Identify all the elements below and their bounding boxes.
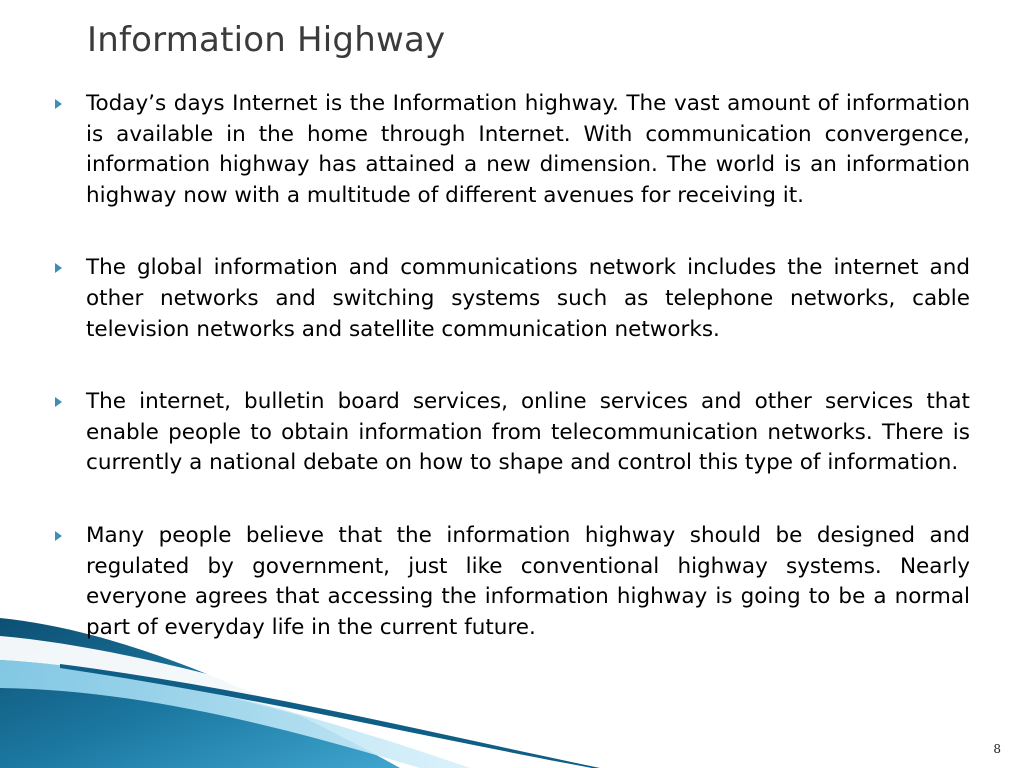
bullet-list xyxy=(52,89,970,643)
triangle-bullet-icon xyxy=(55,99,62,109)
bullet-item xyxy=(52,253,970,345)
triangle-bullet-icon xyxy=(55,531,62,541)
triangle-bullet-icon xyxy=(55,263,62,273)
bullet-text: The internet, bulletin board services, online services and other services that enable people to obtain information from telecommunication networks. There is currently a national debate on how to shape and control this type of information. xyxy=(86,389,970,476)
bullet-item xyxy=(52,89,970,211)
page-number: 8 xyxy=(993,742,1001,756)
bullet-item xyxy=(52,387,970,479)
bullet-item xyxy=(52,521,970,643)
bullet-text: The global information and communications network includes the internet and other networks and switching systems such as telephone networks, cable television networks and satellite communication networks. xyxy=(86,255,970,342)
triangle-bullet-icon xyxy=(55,397,62,407)
slide-title: Information Highway xyxy=(87,20,446,60)
bullet-text: Today’s days Internet is the Information highway. The vast amount of information is available in the home through Internet. With communication convergence, information highway has attained a new dimension. The world is an information highway now with a multitude of different avenues for receiving it. xyxy=(86,91,970,208)
bullet-text: Many people believe that the information highway should be designed and regulated by government, just like conventional highway systems. Nearly everyone agrees that accessing the information highway is going to be a normal part of everyday life in the current future. xyxy=(86,522,970,640)
